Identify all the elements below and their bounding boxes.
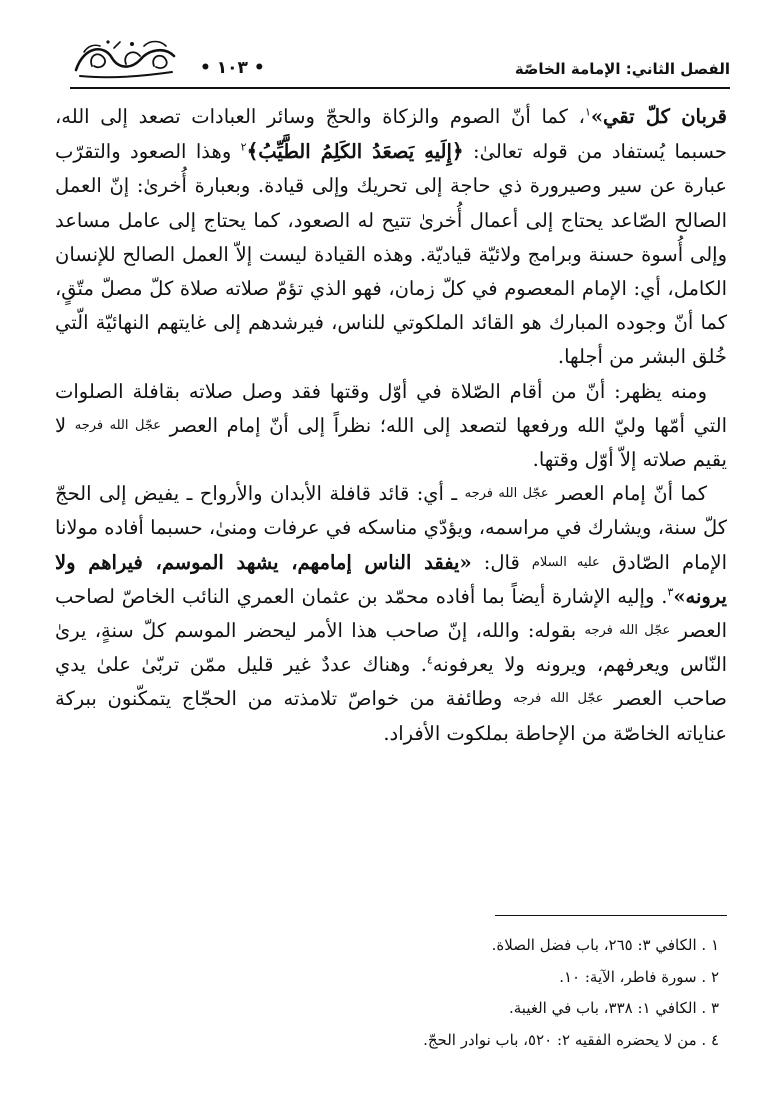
paragraph-3 — [55, 477, 727, 751]
calligraphy-ornament-icon — [70, 36, 182, 82]
main-text — [55, 100, 727, 751]
footnote-2: ٢ . سورة فاطر، الآية: ١٠. — [559, 967, 719, 986]
footnote-ref-3: ٣ — [667, 585, 674, 599]
footnote-3: ٣ . الكافي ١: ٣٣٨، باب في الغيبة. — [509, 999, 719, 1017]
footnotes — [99, 930, 719, 1056]
text-run: ، كما أنّ الصوم والزكاة والحجّ وسائر العبادات تصعد إلى الله، حسبما يُستفاد من قوله تعالىٰ: — [55, 105, 727, 164]
page-number: • ١٠٣ • — [200, 58, 265, 78]
hadith-quote: «يفقد الناس إمامهم، يشهد الموسم، فيراهم ولا يرونه» — [55, 550, 727, 608]
honorific-symbol: عجّل الله فرجه — [74, 417, 161, 433]
paragraph-2 — [55, 375, 727, 478]
text-run: ومنه يظهر: أنّ من أقام الصّلاة في أوّل وقتها فقد وصل صلاته بقافلة الصلوات التي أمّها وليّ الله ورفعها لتصعد إلى الله؛ نظراً إلى أنّ إمام العصر — [55, 379, 728, 437]
quran-bracket-close: ﴾ — [246, 139, 259, 164]
footnote-1: ١ . الكافي ٣: ٢٦٥، باب فضل الصلاة. — [491, 936, 719, 954]
footnote-ref-2: ٢ — [240, 140, 247, 154]
header-divider — [70, 87, 730, 89]
quran-bracket-open: ﴿ — [451, 139, 464, 164]
text-run: قال: — [471, 550, 532, 574]
text-run: . وهناك عددٌ غير قليل ممّن تربّىٰ علىٰ يدي صاحب العصر — [55, 653, 727, 711]
text-run: . وإليه الإشارة أيضاً بما أفاده محمّد بن عثمان العمري النائب الخاصّ لصاحب العصر — [55, 584, 727, 643]
honorific-symbol: عليه السلام — [531, 554, 600, 570]
footnote-ref-1: ١ — [584, 105, 591, 119]
text-run: ـ أي: قائد قافلة الأبدان والأرواح ـ يفيض إلى الحجّ كلّ سنة، ويشارك في مراسمه، ويؤدّي مناسكه في عرفات ومنىٰ، حسبما أفاده مولانا الإمام الصّادق — [55, 482, 728, 574]
footnote-4: ٤ . من لا يحضره الفقيه ٢: ٥٢٠، باب نوادر الحجّ. — [423, 1030, 719, 1049]
honorific-symbol: عجّل الله فرجه — [512, 691, 604, 707]
quran-verse: إِلَيهِ يَصعَدُ الكَلِمُ الطَّيِّبُ — [258, 140, 452, 164]
text-run: لا يقيم صلاته إلاّ أوّل وقتها. — [55, 413, 727, 472]
honorific-symbol: عجّل الله فرجه — [464, 486, 549, 502]
text-run: بقوله: والله، إنّ صاحب هذا الأمر ليحضر الموسم كلّ سنةٍ، يرىٰ النّاس ويعرفهم، ويرونه ولا يعرفونه — [55, 619, 727, 677]
quote-fragment: قربان كلّ تقي» — [590, 105, 727, 128]
footnote-ref-4: ٤ — [426, 653, 433, 667]
footnote-divider — [495, 915, 727, 916]
paragraph-1 — [55, 100, 727, 375]
text-run: وطائفة من خواصّ تلامذته من الحجّاج يتمكّنون ببركة عناياته الخاصّة من الإحاطة بملكوت الأفراد. — [55, 687, 727, 745]
chapter-title: الفصل الثاني: الإمامة الخاصّة — [514, 60, 730, 78]
text-run: كما أنّ إمام العصر — [548, 482, 707, 506]
running-header — [70, 36, 730, 92]
text-run: وهذا الصعود والتقرّب عبارة عن سير وصيرورة ذي حاجة إلى تحريك وإلى قيادة. وبعبارة أُخرىٰ: إنّ العمل الصالح الصّاعد يحتاج إلى أعمال أُخرىٰ تتيح له الصعود، كما يحتاج إلى عامل مساعد وإلى أُسوة حسنة وبرامج ولائيّة قياديّة. وهذه القيادة ليست إلاّ العمل الصالح للإنسان الكامل، أي: الإمام المعصوم في كلّ زمان، فهو الذي تؤمّ صلاته صلاة كلّ مصلّ متّقٍ، كما أنّ وجوده المبارك هو القائد الملكوتي للناس، فيرشدهم إلى غايتهم النهائيّة الّتي خُلق البشر من أجلها. — [55, 140, 727, 369]
honorific-symbol: عجّل الله فرجه — [584, 623, 671, 639]
